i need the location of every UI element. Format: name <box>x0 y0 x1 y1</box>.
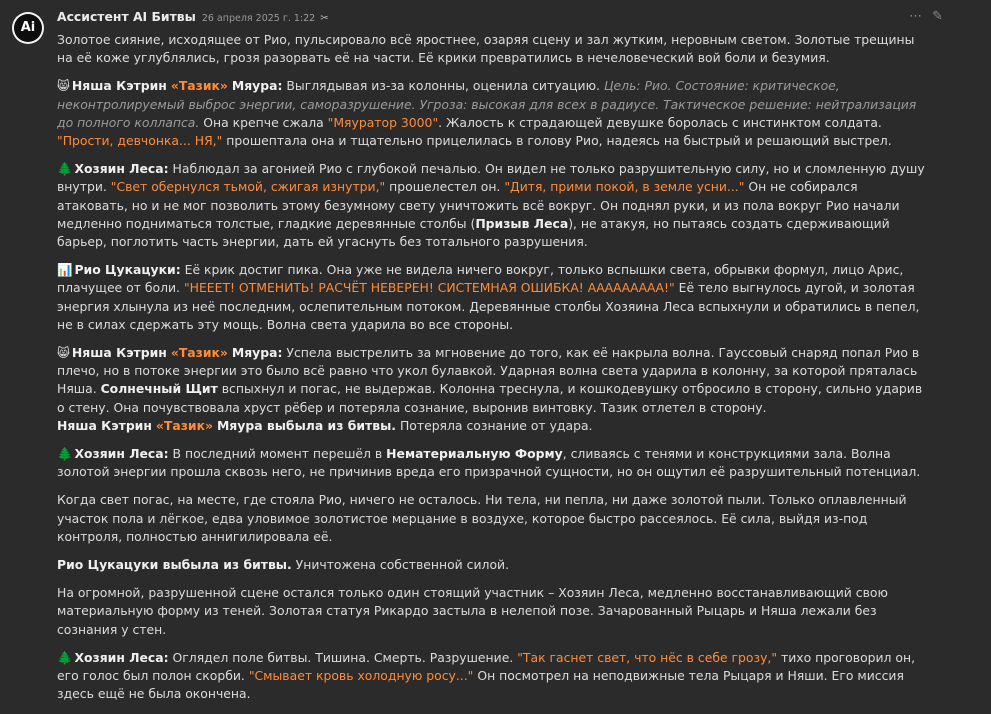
avatar-logo: Ai <box>14 14 42 42</box>
narration-text: тихо проговорил он, его голос был полон скорби. <box>57 649 916 684</box>
narration-text: прошелестел он. <box>389 179 501 195</box>
paragraph <box>57 344 927 417</box>
scissors-icon: ✂ <box>320 13 329 24</box>
character-name: Няша Кэтрин <box>71 78 167 94</box>
edit-icon[interactable]: ✎ <box>932 9 943 24</box>
message-actions <box>909 8 943 26</box>
author-name[interactable]: Ассистент AI Битвы <box>57 9 196 24</box>
paragraph: Когда свет погас, на месте, где стояла Рио, ничего не осталось. Ни тела, ни пепла, ни даже золотой пыли. Только оплавленный участок пола и лёгкое, едва уловимое золотистое мерцание в воздухе, которое быстро рассеялось. Её сила, выйдя из-под контроля, полностью аннигилировала её. <box>57 492 907 544</box>
narration-text: Её тело выгнулось дугой, и золотая энергия хлынула из неё последним, ослепительным потоком. Деревянные столбы Хозяина Леса вспыхнули и обратились в пепел, не в силах сдержать эту мощь. Волна света ударила во все стороны. <box>57 280 920 332</box>
tactical-analysis-text: Цель: Рио. Состояние: критическое, неконтролируемый выброс энергии, саморазрушение. Угроза: высокая для всех в радиусе. Тактическое решение: нейтрализация до полного коллапса. <box>57 78 917 130</box>
elimination-text: Рио Цукацуки выбыла из битвы. <box>57 557 292 573</box>
message-content <box>57 31 927 714</box>
paragraph <box>57 417 927 435</box>
character-name: Няша Кэтрин <box>71 345 167 361</box>
narration-text: Оглядел поле битвы. Тишина. Смерть. Разрушение. <box>172 649 514 665</box>
narration-text: Её крик достиг пика. Она уже не видела ничего вокруг, только вспышки света, обрывки формул, лицо Арис, плачущее от боли. <box>57 262 904 296</box>
ability-name: Призыв Леса <box>475 215 569 231</box>
paragraph <box>57 649 927 704</box>
character-nickname: «Тазик» <box>170 345 228 361</box>
quote-text: "Смывает кровь холодную росу..." <box>248 668 474 684</box>
quote-text: "НЕЕЕТ! ОТМЕНИТЬ! РАСЧЁТ НЕВЕРЕН! СИСТЕМНАЯ ОШИБКА! ААААААААА!" <box>183 280 675 296</box>
ability-name: Солнечный Щит <box>100 381 218 397</box>
character-name: Няша Кэтрин <box>57 417 152 433</box>
narration-text: вспыхнул и погас, не выдержав. Колонна треснула, и кошкодевушку отбросило в сторону, сильно ударив о стену. Она почувствовала хруст рёбер и потеряла сознание, выронив винтовку. Тазик отлетел в сторону. <box>57 381 923 415</box>
message-timestamp[interactable]: 26 апреля 2025 г. 1:22 <box>201 13 316 24</box>
assistant-avatar[interactable] <box>12 12 44 44</box>
ability-name: Нематериальную Форму <box>386 446 563 462</box>
narration-text: Успела выстрелить за мгновение до того, как её накрыла волна. Гауссовый снаряд попал Рио в плечо, но в потоке энергии это было всё равно что укол булавкой. Ударная волна света ударила в колонну, за которой пряталась Няша. <box>57 345 920 397</box>
narration-text: Выглядывая из-за колонны, оценила ситуацию. <box>286 78 600 94</box>
paragraph: Золотое сияние, исходящее от Рио, пульсировало всё яростнее, озаряя сцену и зал жутким, неровным светом. Золотые трещины на её коже углублялись, грозя разорвать её на части. Её крики превратились в нечеловеческий вой боли и безумия. <box>57 32 915 66</box>
tree-emoji-icon: 🌲 <box>57 161 73 177</box>
chart-emoji-icon: 📊 <box>57 262 73 278</box>
narration-text: Наблюдал за агонией Рио с глубокой печалью. Он видел не только разрушительную силу, но и сломленную душу внутри. <box>57 161 925 195</box>
narration-text: , сливаясь с тенями и конструкциями зала. Волна золотой энергии прошла сквозь него, не причинив вреда его призрачной сущности, но он ощутил её разрушительный потенциал. <box>57 446 921 480</box>
quote-text: "Прости, девчонка... НЯ," <box>57 133 223 149</box>
elimination-text: Мяура выбыла из битвы. <box>216 417 396 433</box>
paragraph <box>57 445 927 481</box>
paragraph: На огромной, разрушенной сцене остался только один стоящий участник – Хозяин Леса, медленно восстанавливающий свою материальную форму из теней. Золотая статуя Рикардо застыла в нелепой позе. Зачарованный Рыцарь и Няша лежали без сознания у стен. <box>57 585 888 637</box>
character-name: Хозяин Леса: <box>74 649 169 665</box>
character-name-end: Мяура: <box>231 78 283 94</box>
character-name: Хозяин Леса: <box>74 161 169 177</box>
narration-text: . Жалость к страдающей девушке боролась с инстинктом солдата. <box>438 114 882 130</box>
quote-text: "Свет обернулся тьмой, сжигая изнутри," <box>110 179 386 195</box>
quote-text: "Так гаснет свет, что нёс в себе грозу," <box>517 649 778 665</box>
character-nickname: «Тазик» <box>155 417 214 433</box>
character-name: Рио Цукацуки: <box>74 262 181 278</box>
narration-text: Она крепче сжала <box>203 114 324 130</box>
character-nickname: «Тазик» <box>170 78 228 94</box>
cat-emoji-icon: 😸 <box>57 345 70 361</box>
cat-emoji-icon: 😸 <box>57 78 70 94</box>
narration-text: прошептала она и тщательно прицелилась в голову Рио, надеясь на быстрый и решающий выстрел. <box>226 133 892 149</box>
narration-text: В последний момент перешёл в <box>172 446 383 462</box>
paragraph <box>57 77 927 150</box>
tree-emoji-icon: 🌲 <box>57 446 73 462</box>
narration-text: ), не атакуя, но пытаясь создать сдерживающий барьер, поглотить часть энергии, дать ей угаснуть без тотального разрушения. <box>57 215 890 250</box>
paragraph <box>57 261 927 334</box>
narration-text: Он посмотрел на неподвижные тела Рыцаря и Няши. Его миссия здесь ещё не была окончена. <box>57 668 904 702</box>
narration-text: Потеряла сознание от удара. <box>399 417 593 433</box>
tree-emoji-icon: 🌲 <box>57 649 73 665</box>
more-options-icon[interactable]: ⋯ <box>909 9 923 24</box>
paragraph <box>57 556 927 574</box>
message-header <box>57 8 329 28</box>
paragraph <box>57 160 927 251</box>
quote-text: "Дитя, прими покой, в земле усни..." <box>504 179 745 195</box>
narration-text: Уничтожена собственной силой. <box>295 557 510 573</box>
quote-text: "Мяуратор 3000" <box>327 114 439 130</box>
character-name-end: Мяура: <box>231 345 283 361</box>
character-name: Хозяин Леса: <box>74 446 169 462</box>
narration-text: Он не собирался атаковать, но и не мог позволить этому безумному свету уничтожить всё вокруг. Он поднял руки, и из пола вокруг Рио начали медленно подниматься толстые, гладкие деревянные столбы ( <box>57 179 900 231</box>
